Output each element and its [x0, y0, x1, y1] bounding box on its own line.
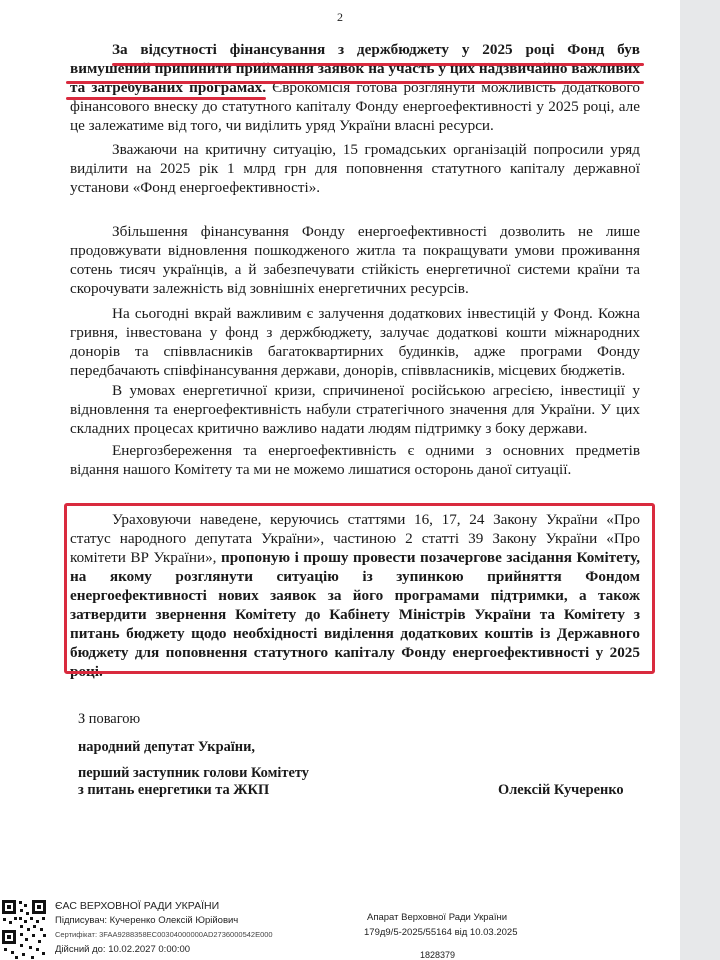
ecp-certificate: Сертифікат: 3FAA9288358EC00304000000AD2736000542E000	[55, 930, 273, 939]
barcode-number: 1828379	[420, 950, 456, 960]
greeting: З повагою	[78, 711, 141, 727]
paragraph-4: На сьогодні вкрай важливим є залучення додаткових інвестицій у Фонд. Кожна гривня, інвестована у фонд з держбюджету, залучає додаткові кошти міжнародних донорів та співвласників багатоквартирних будинків, адже програми Фонду передбачають співфінансування держави, донорів, співвласників, місцевих бюджетів.	[70, 305, 640, 379]
ecp-signer: Підписувач: Кучеренко Олексій Юрійович	[55, 915, 239, 926]
side-margin	[680, 0, 720, 960]
page-number: 2	[337, 10, 343, 24]
proposal-request: пропоную і прошу провести позачергове засідання Комітету, на якому розглянути ситуацію із зупинкою прийняття Фондом енергоефективності нових заявок за його програмами підтримки, а також затвердити звернення Комітету до Кабінету Міністрів України та Комітету з питань бюджету щодо необхідності виділення додаткових коштів із Державного бюджету для поповнення статутного капіталу Фонду енергоефективності у 2025 році.	[70, 549, 640, 680]
proposal-basis: Ураховуючи наведене, керуючись статтями 16, 17, 24 Закону України «Про статус народного депутата України», частиною 2 статті 39 Закону України «Про комітети ВР України»,	[70, 511, 640, 566]
ecp-valid-until: Дійсний до: 10.02.2027 0:00:00	[55, 944, 191, 955]
paragraph-1	[70, 40, 640, 135]
highlight-frame	[64, 503, 655, 674]
signer-title-3: з питань енергетики та ЖКП	[78, 782, 270, 798]
ecp-title: ЄАС ВЕРХОВНОЇ РАДИ УКРАЇНИ	[55, 900, 220, 912]
highlight-underline	[66, 97, 266, 100]
paragraph-1-highlight: За відсутності фінансування з держбюджету у 2025 році Фонд був вимушений припинити приймання заявок на участь у цих надзвичайно важливих та затребуваних програмах.	[70, 41, 640, 96]
signer-title-2: перший заступник голови Комітету	[78, 765, 309, 781]
highlight-underline	[112, 63, 644, 66]
paragraph-5: В умовах енергетичної кризи, спричиненої російською агресією, інвестиції у відновлення та енергоефективність набули стратегічного значення для України. У цих складних процесах критично важливо надати людям підтримку з боку держави.	[70, 382, 640, 437]
registry-title: Апарат Верховної Ради України	[367, 912, 508, 923]
registry-number: 179д9/5-2025/55164 від 10.03.2025	[364, 927, 518, 938]
highlight-underline	[66, 81, 644, 84]
qr-code	[0, 898, 48, 960]
paragraph-3: Збільшення фінансування Фонду енергоефективності дозволить не лише продовжувати відновлення пошкодженого житла та покращувати умови проживання сотень тисяч українців, а й забезпечувати стійкість енергетичної системи країни та скорочувати залежність від зовнішніх енергетичних ресурсів.	[70, 223, 640, 297]
signer-name: Олексій Кучеренко	[498, 782, 624, 798]
paragraph-2: Зважаючи на критичну ситуацію, 15 громадських організацій попросили уряд виділити на 2025 рік 1 млрд грн для поповнення статутного капіталу державної установи «Фонд енергоефективності».	[70, 141, 640, 196]
paragraph-1-rest: Єврокомісія готова розглянути можливість додаткового фінансового внеску до статутного капіталу Фонду енергоефективності у 2025 році, але це залежатиме від того, чи виділить уряд України власні ресурси.	[70, 79, 640, 134]
signer-title-1: народний депутат України,	[78, 739, 255, 755]
paragraph-6: Енергозбереження та енергоефективність є одними з основних предметів відання нашого Комітету та ми не можемо лишатися осторонь даної ситуації.	[70, 442, 640, 478]
